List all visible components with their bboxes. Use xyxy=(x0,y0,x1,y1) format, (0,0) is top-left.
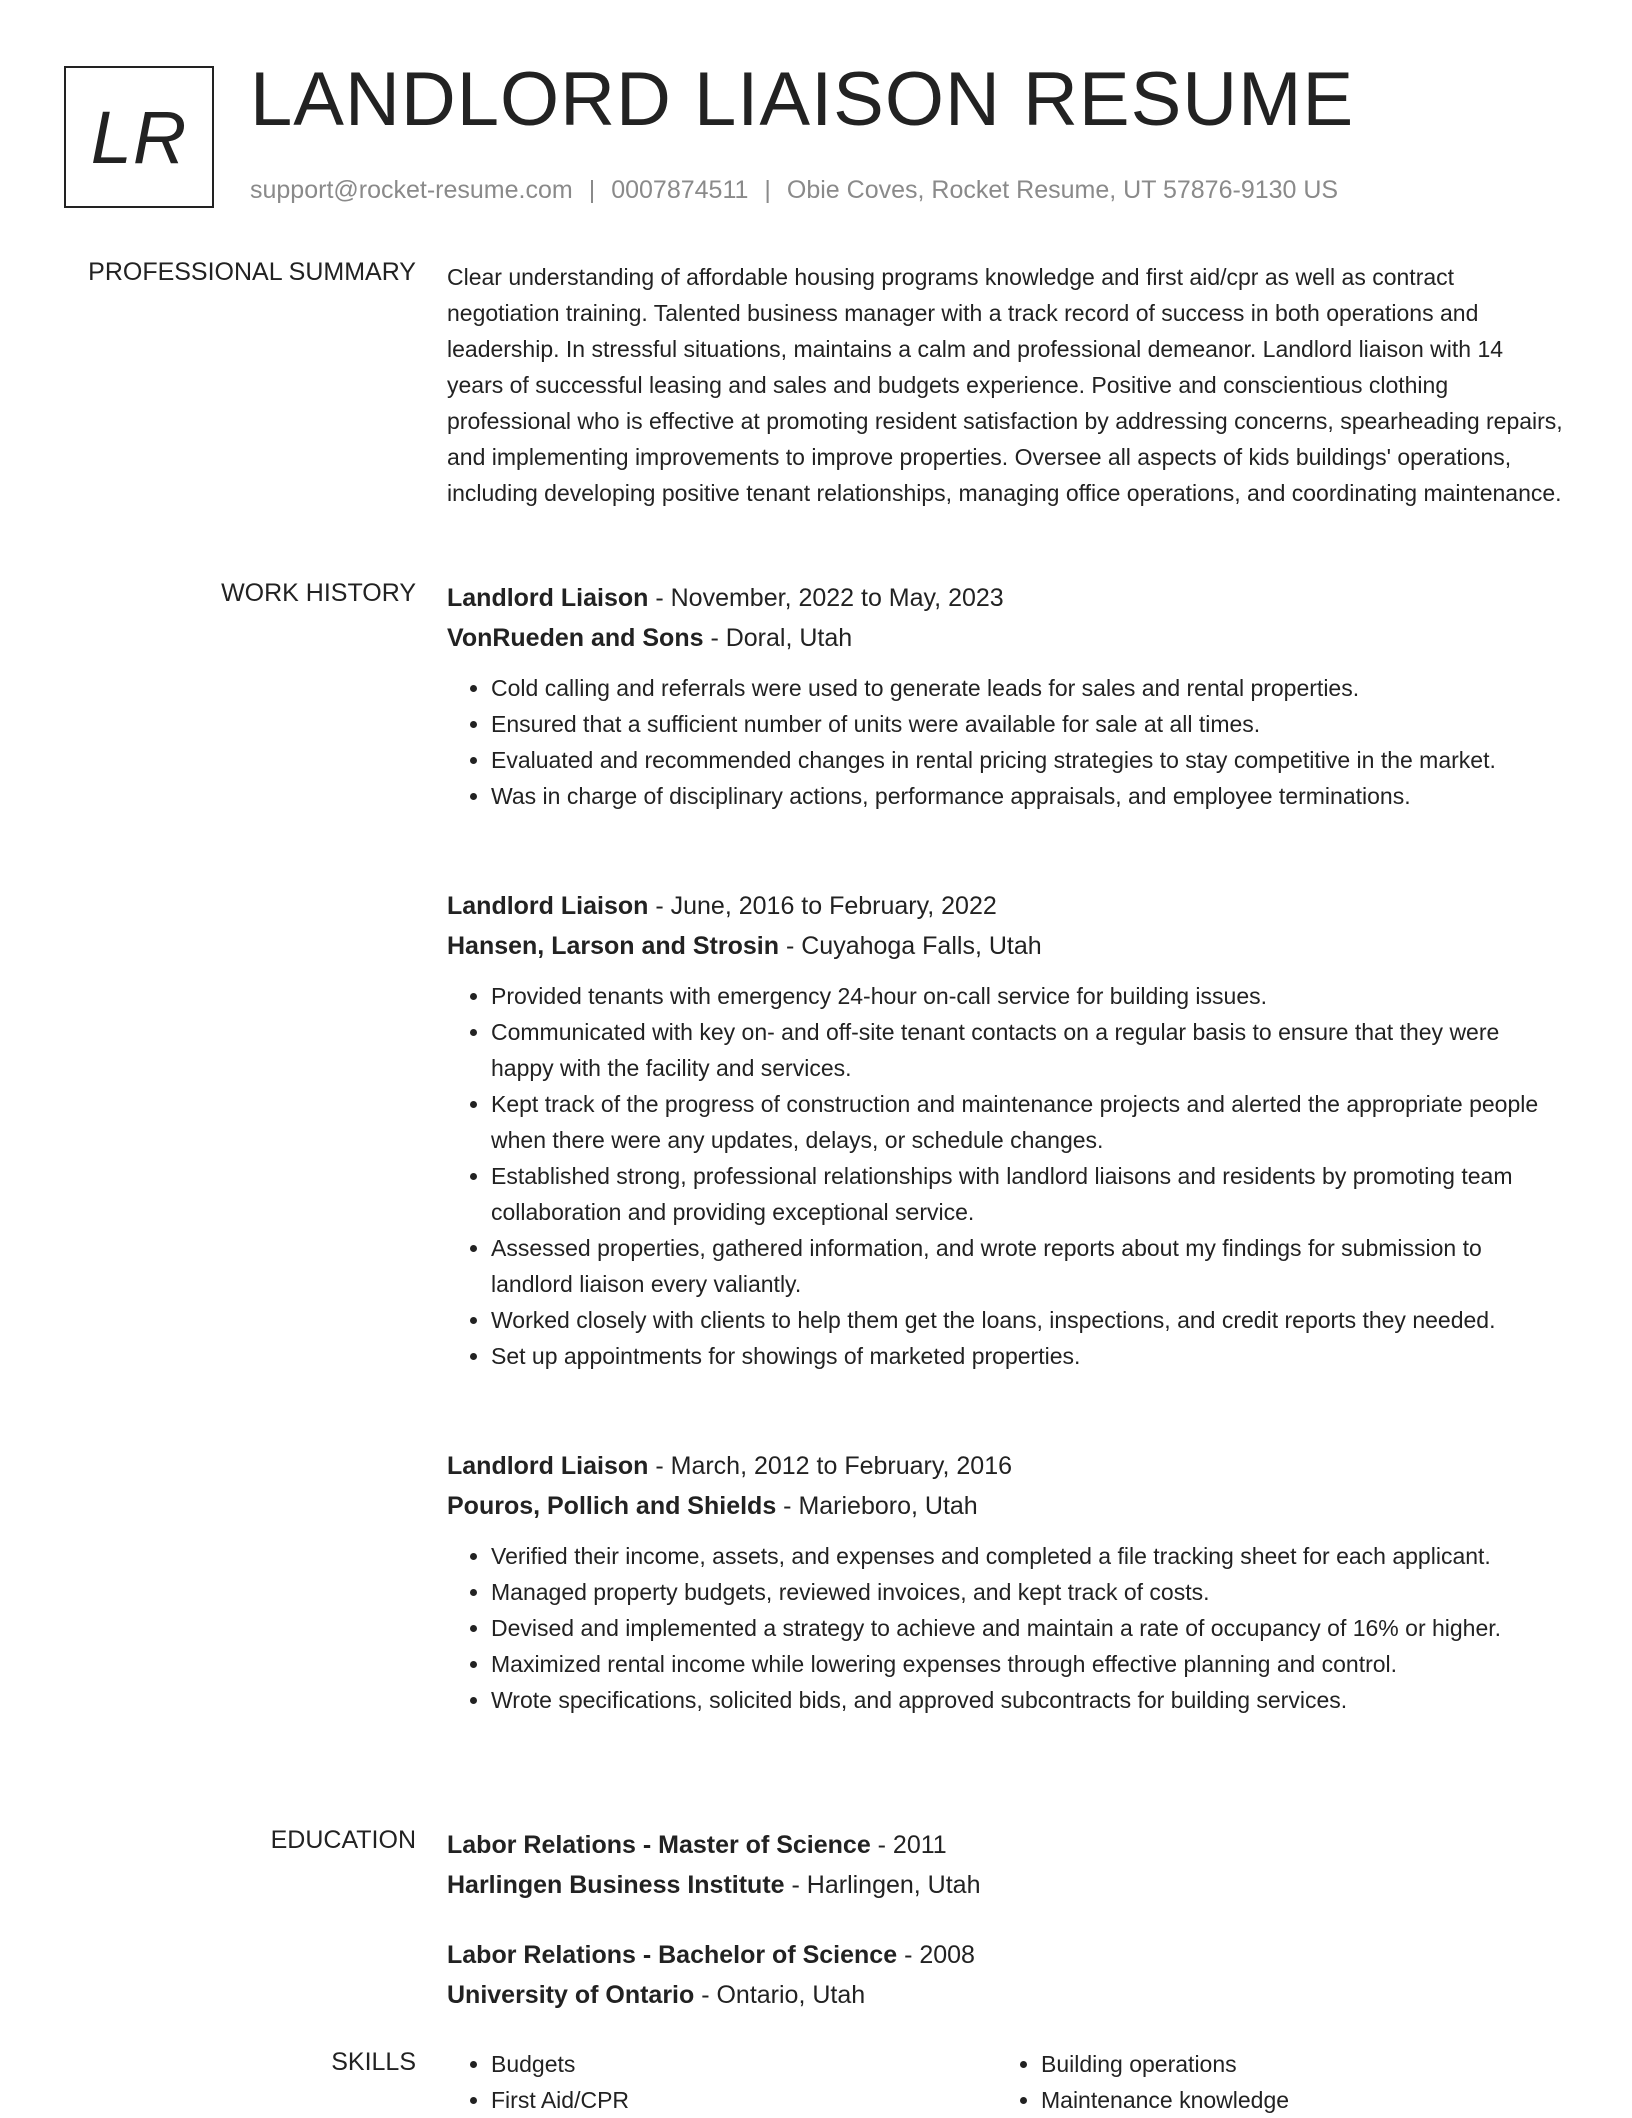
job-role: Landlord Liaison xyxy=(447,892,649,920)
job-location: - Doral, Utah xyxy=(703,624,853,652)
job-bullets xyxy=(447,1538,1565,1718)
contact-email: support@rocket-resume.com xyxy=(250,176,573,204)
degree: Labor Relations - Master of Science xyxy=(447,1831,871,1859)
section-title-education: EDUCATION xyxy=(270,1826,416,1854)
degree: Labor Relations - Bachelor of Science xyxy=(447,1941,898,1969)
list-item: • First Aid/CPR xyxy=(491,2082,997,2118)
list-item: • Communicated with key on- and off-site tenant contacts on a regular basis to ensure that they were happy with the facility and services. xyxy=(491,1014,1565,1086)
job-title-line xyxy=(447,886,1565,926)
contact-phone: 0007874511 xyxy=(611,176,749,204)
job-bullets xyxy=(447,978,1565,1374)
list-item: • Maintenance knowledge xyxy=(1041,2082,1547,2118)
contact-line xyxy=(250,176,1338,205)
list-item: • Set up appointments for showings of marketed properties. xyxy=(491,1338,1565,1374)
job-title-line xyxy=(447,1446,1565,1486)
job-bullets xyxy=(447,670,1565,814)
job-company-line xyxy=(447,926,1565,966)
skills-column-left xyxy=(447,2046,997,2118)
monogram-box xyxy=(64,66,214,208)
education-entry xyxy=(447,1825,1565,1905)
list-item: • Established strong, professional relationships with landlord liaisons and residents by promoting team collaboration and providing exceptional service. xyxy=(491,1158,1565,1230)
job-location: - Marieboro, Utah xyxy=(776,1492,978,1520)
section-title-skills: SKILLS xyxy=(331,2048,416,2076)
job-title-line xyxy=(447,578,1565,618)
contact-separator: | xyxy=(764,176,771,204)
list-item: • Budgets xyxy=(491,2046,997,2082)
job-entry xyxy=(447,1446,1565,1718)
list-item: • Maximized rental income while lowering expenses through effective planning and control. xyxy=(491,1646,1565,1682)
list-item: • Ensured that a sufficient number of units were available for sale at all times. xyxy=(491,706,1565,742)
job-dates: - June, 2016 to February, 2022 xyxy=(648,892,997,920)
school-location: - Harlingen, Utah xyxy=(784,1871,981,1899)
job-company-line xyxy=(447,618,1565,658)
list-item: • Verified their income, assets, and expenses and completed a file tracking sheet for each applicant. xyxy=(491,1538,1565,1574)
list-item: • Assessed properties, gathered information, and wrote reports about my findings for submission to landlord liaison every valiantly. xyxy=(491,1230,1565,1302)
job-role: Landlord Liaison xyxy=(447,1452,649,1480)
monogram-initials: LR xyxy=(90,95,188,179)
list-item: • Cold calling and referrals were used to generate leads for sales and rental properties. xyxy=(491,670,1565,706)
school-location: - Ontario, Utah xyxy=(694,1981,866,2009)
summary-text: Clear understanding of affordable housing programs knowledge and first aid/cpr as well as contract negotiation training. Talented business manager with a track record of success in both operations and leadership. In stressful situations, maintains a calm and professional demeanor. Landlord liaison with 14 years of successful leasing and sales and budgets experience. Positive and conscientious clothing professional who is effective at promoting resident satisfaction by addressing concerns, spearheading repairs, and implementing improvements to improve properties. Oversee all aspects of kids buildings' operations, including developing positive tenant relationships, managing office operations, and coordinating maintenance. xyxy=(447,264,1563,506)
school-line xyxy=(447,1865,1565,1905)
job-entry xyxy=(447,578,1565,814)
list-item: • Kept track of the progress of construction and maintenance projects and alerted the appropriate people when there were any updates, delays, or schedule changes. xyxy=(491,1086,1565,1158)
job-company: VonRueden and Sons xyxy=(447,624,704,652)
list-item: • Worked closely with clients to help them get the loans, inspections, and credit reports they needed. xyxy=(491,1302,1565,1338)
job-dates: - November, 2022 to May, 2023 xyxy=(648,584,1004,612)
list-item: • Devised and implemented a strategy to achieve and maintain a rate of occupancy of 16% or higher. xyxy=(491,1610,1565,1646)
list-item: • Wrote specifications, solicited bids, and approved subcontracts for building services. xyxy=(491,1682,1565,1718)
job-entry xyxy=(447,886,1565,1374)
list-item: • Evaluated and recommended changes in rental pricing strategies to stay competitive in the market. xyxy=(491,742,1565,778)
skills-column-right xyxy=(997,2046,1547,2118)
school-line xyxy=(447,1975,1565,2015)
list-item: • Managed property budgets, reviewed invoices, and kept track of costs. xyxy=(491,1574,1565,1610)
job-role: Landlord Liaison xyxy=(447,584,649,612)
list-item: • Provided tenants with emergency 24-hour on-call service for building issues. xyxy=(491,978,1565,1014)
education-entry xyxy=(447,1935,1565,2015)
degree-year: - 2008 xyxy=(897,1941,975,1969)
list-item: • Was in charge of disciplinary actions, performance appraisals, and employee terminations. xyxy=(491,778,1565,814)
contact-separator: | xyxy=(588,176,596,204)
degree-year: - 2011 xyxy=(870,1831,947,1859)
job-company-line xyxy=(447,1486,1565,1526)
summary-section xyxy=(447,259,1565,511)
school: Harlingen Business Institute xyxy=(447,1871,785,1899)
list-item: • Building operations xyxy=(1041,2046,1547,2082)
section-title-work-history: WORK HISTORY xyxy=(221,579,416,607)
section-title-summary: PROFESSIONAL SUMMARY xyxy=(88,258,416,286)
resume-title: LANDLORD LIAISON RESUME xyxy=(250,57,1355,142)
school: University of Ontario xyxy=(447,1981,695,2009)
skills-section xyxy=(447,2046,1565,2118)
job-dates: - March, 2012 to February, 2016 xyxy=(648,1452,1013,1480)
contact-address: Obie Coves, Rocket Resume, UT 57876-9130 US xyxy=(786,176,1339,204)
job-location: - Cuyahoga Falls, Utah xyxy=(779,932,1042,960)
job-company: Hansen, Larson and Strosin xyxy=(447,932,780,960)
job-company: Pouros, Pollich and Shields xyxy=(447,1492,777,1520)
degree-line xyxy=(447,1825,1565,1865)
degree-line xyxy=(447,1935,1565,1975)
